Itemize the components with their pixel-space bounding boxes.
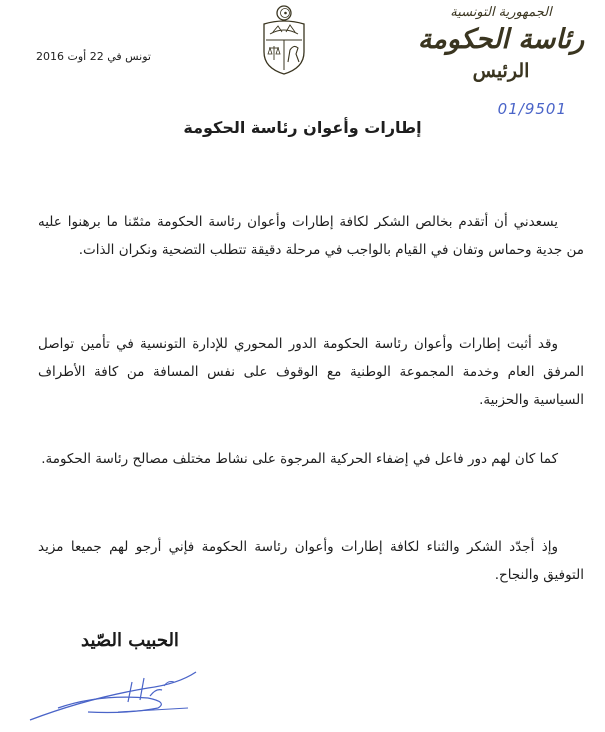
letterhead-republic: الجمهورية التونسية	[450, 5, 552, 20]
letter-body-paragraph-2	[38, 330, 584, 414]
letter-body-paragraph-4	[38, 533, 584, 589]
paragraph-text: كما كان لهم دور فاعل في إضفاء الحركية المرجوة على نشاط مختلف مصالح رئاسة الحكومة.	[41, 451, 558, 467]
paragraph-text: وإذ أجدّد الشكر والثناء لكافة إطارات وأعوان رئاسة الحكومة فإني أرجو لهم جميعا مزيد التوفيق والنجاح.	[38, 539, 584, 583]
reference-number: 01/9501	[497, 100, 567, 118]
signer-name: الحبيب الصّيد	[81, 630, 179, 651]
handwritten-signature	[28, 668, 198, 724]
coat-of-arms-icon	[258, 4, 310, 76]
letter-body-paragraph-3	[38, 445, 584, 473]
letter-body-paragraph-1	[38, 208, 584, 264]
paragraph-text: وقد أثبت إطارات وأعوان رئاسة الحكومة الدور المحوري للإدارة التونسية في تأمين تواصل المرفق العام وخدمة المجموعة الوطنية مع الوقوف على نفس المسافة من كافة الأطراف السياسية والحزبية.	[38, 336, 584, 408]
letterhead	[411, 4, 591, 84]
date-line: تونس في 22 أوت 2016	[36, 50, 151, 63]
letterhead-presidency: رئاسة الحكومة	[417, 24, 585, 55]
letter-subject: إطارات وأعوان رئاسة الحكومة	[183, 118, 422, 137]
paragraph-text: يسعدني أن أتقدم بخالص الشكر لكافة إطارات وأعوان رئاسة الحكومة مثمّنا ما برهنوا عليه من جدية وحماس وتفان في القيام بالواجب في مرحلة دقيقة تتطلب التضحية ونكران الذات.	[38, 214, 584, 258]
letterhead-head: الرئيس	[472, 60, 530, 82]
